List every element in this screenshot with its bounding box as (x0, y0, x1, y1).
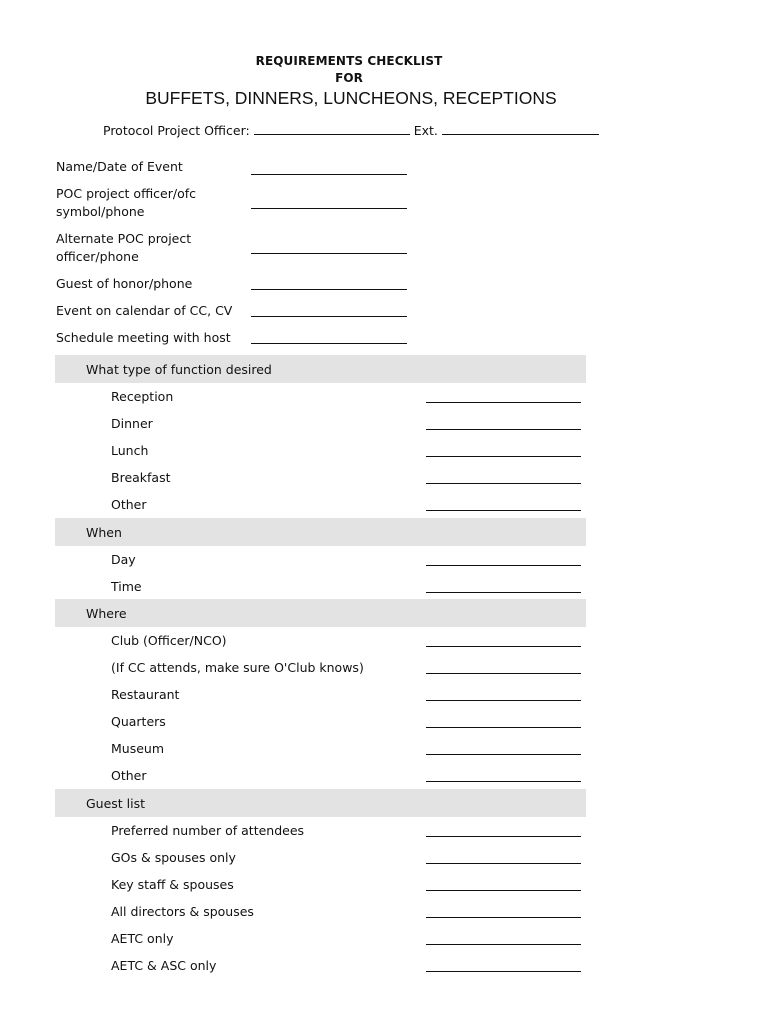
question-label: Event on calendar of CC, CV (56, 303, 233, 318)
checklist-item-line[interactable] (426, 836, 581, 837)
checklist-item-line[interactable] (426, 646, 581, 647)
checklist-item-label: AETC & ASC only (111, 958, 217, 973)
checklist-item-label: Key staff & spouses (111, 877, 234, 892)
checklist-item-line[interactable] (426, 592, 581, 593)
checklist-item-line[interactable] (426, 944, 581, 945)
checklist-item-line[interactable] (426, 781, 581, 782)
section-header-guest-list (55, 789, 586, 817)
question-label: Name/Date of Event (56, 159, 183, 174)
checklist-item-label: Club (Officer/NCO) (111, 633, 227, 648)
checklist-item-line[interactable] (426, 456, 581, 457)
checklist-item-label: Dinner (111, 416, 153, 431)
checklist-item-line[interactable] (426, 863, 581, 864)
checklist-item-line[interactable] (426, 754, 581, 755)
question-label: POC project officer/ofc symbol/phone (56, 186, 197, 219)
checklist-item-label: Lunch (111, 443, 149, 458)
section-title: When (86, 525, 122, 540)
question-answer-line[interactable] (251, 174, 407, 175)
section-header-function-type (55, 355, 586, 383)
question-answer-line[interactable] (251, 316, 407, 317)
checklist-item-label: Day (111, 552, 136, 567)
question-label: Alternate POC project officer/phone (56, 231, 192, 264)
section-header-when (55, 518, 586, 546)
checklist-item-line[interactable] (426, 402, 581, 403)
checklist-item-line[interactable] (426, 727, 581, 728)
checklist-item-line[interactable] (426, 890, 581, 891)
section-title: Guest list (86, 796, 146, 811)
checklist-item-label: GOs & spouses only (111, 850, 236, 865)
question-answer-line[interactable] (251, 253, 407, 254)
document-title-for: FOR (335, 71, 363, 85)
checklist-item-line[interactable] (426, 971, 581, 972)
checklist-item-label: Breakfast (111, 470, 171, 485)
document-subtitle: BUFFETS, DINNERS, LUNCHEONS, RECEPTIONS (145, 88, 557, 108)
ext-label: Ext. (413, 123, 438, 138)
checklist-item-label: Quarters (111, 714, 166, 729)
checklist-item-line[interactable] (426, 700, 581, 701)
checklist-item-label: Reception (111, 389, 174, 404)
section-title: Where (86, 606, 127, 621)
checklist-item-line[interactable] (426, 565, 581, 566)
checklist-item-label: Museum (111, 741, 165, 756)
checklist-item-label: Time (111, 579, 142, 594)
checklist-item-label: Other (111, 497, 147, 512)
document-title: REQUIREMENTS CHECKLIST (255, 54, 443, 68)
protocol-officer-row (103, 123, 599, 138)
protocol-officer-label: Protocol Project Officer: (103, 123, 250, 138)
section-title: What type of function desired (86, 362, 272, 377)
question-answer-line[interactable] (251, 343, 407, 344)
section-header-where (55, 599, 586, 627)
checklist-item-line[interactable] (426, 917, 581, 918)
ext-field[interactable] (442, 124, 599, 135)
question-answer-line[interactable] (251, 208, 407, 209)
checklist-item-label: (If CC attends, make sure O'Club knows) (111, 660, 364, 675)
checklist-item-line[interactable] (426, 510, 581, 511)
checklist-item-label: Preferred number of attendees (111, 823, 305, 838)
checklist-item-label: All directors & spouses (111, 904, 254, 919)
checklist-item-label: Other (111, 768, 147, 783)
checklist-item-line[interactable] (426, 429, 581, 430)
question-answer-line[interactable] (251, 289, 407, 290)
question-label: Schedule meeting with host (56, 330, 231, 345)
checklist-item-label: Restaurant (111, 687, 180, 702)
checklist-item-label: AETC only (111, 931, 174, 946)
protocol-officer-field[interactable] (254, 124, 410, 135)
checklist-item-line[interactable] (426, 673, 581, 674)
checklist-item-line[interactable] (426, 483, 581, 484)
question-label: Guest of honor/phone (56, 276, 193, 291)
